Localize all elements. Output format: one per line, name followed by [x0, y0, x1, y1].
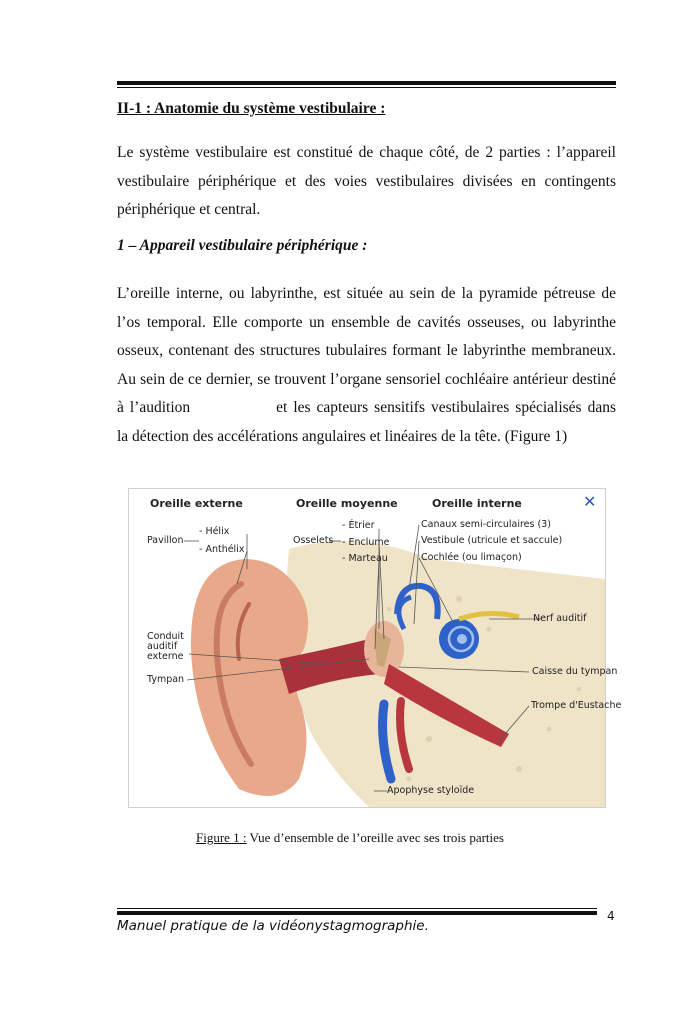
label-anthelix: - Anthélix — [199, 544, 245, 555]
caption-label: Figure 1 : — [195, 830, 247, 845]
paragraph-anatomy — [117, 280, 616, 452]
page-number: 4 — [607, 909, 615, 923]
paragraph-anatomy-part1: L’oreille interne, ou labyrinthe, est située au sein de la pyramide pétreuse de l’os temporal. Elle comporte un ensemble de cavités osseuses, ou labyrinthe osseux, contenant des structures tubulaires formant le labyrinthe membraneux. Au sein de ce dernier, se trouvent l’organe sensoriel cochléaire antérieur destiné à l’audition — [117, 285, 616, 417]
label-canaux: Canaux semi-circulaires (3) — [421, 519, 551, 530]
close-icon[interactable]: ✕ — [583, 492, 597, 511]
label-conduit-line2: auditif — [147, 641, 178, 652]
label-nerf-auditif: Nerf auditif — [533, 613, 587, 624]
label-pavillon: Pavillon — [147, 535, 184, 546]
header-outer-ear: Oreille externe — [150, 497, 243, 510]
label-helix: - Hélix — [199, 526, 230, 537]
label-conduit-line3: externe — [147, 651, 184, 662]
label-enclume: - Enclume — [342, 537, 390, 548]
figure-caption — [0, 830, 700, 846]
label-trompe-eustache: Trompe d'Eustache — [531, 700, 622, 711]
label-tympan: Tympan — [147, 674, 185, 685]
label-conduit-auditif — [147, 632, 184, 662]
header-rule — [117, 81, 616, 89]
label-conduit-line1: Conduit — [147, 631, 184, 642]
label-vestibule: Vestibule (utricule et saccule) — [421, 535, 563, 546]
label-cochlee: Cochlée (ou limaçon) — [421, 552, 522, 563]
label-apophyse-styloide: Apophyse styloïde — [387, 785, 475, 796]
ear-anatomy-figure — [128, 488, 622, 808]
header-middle-ear: Oreille moyenne — [296, 497, 398, 510]
section-title: II-1 : Anatomie du système vestibulaire : — [117, 100, 386, 117]
label-etrier: - Étrier — [342, 520, 375, 531]
subsection-title: 1 – Appareil vestibulaire périphérique : — [117, 237, 368, 254]
footer-title: Manuel pratique de la vidéonystagmographie. — [117, 918, 429, 934]
header-inner-ear: Oreille interne — [432, 497, 522, 510]
paragraph-intro: Le système vestibulaire est constitué de chaque côté, de 2 parties : l’appareil vestibulaire périphérique et des voies vestibulaires divisées en contingents périphérique et central. — [117, 144, 616, 219]
label-osselets: Osselets — [293, 535, 334, 546]
label-marteau: - Marteau — [342, 553, 388, 564]
caption-text: Vue d’ensemble de l’oreille avec ses trois parties — [246, 830, 504, 845]
paragraph-anatomy-part2: et les capteurs sensitifs vestibulaires spécialisés dans la détection des accélérations angulaires et linéaires de la tête. (Figure 1) — [117, 399, 616, 445]
footer-rule — [117, 908, 597, 916]
label-caisse-tympan: Caisse du tympan — [532, 666, 618, 677]
